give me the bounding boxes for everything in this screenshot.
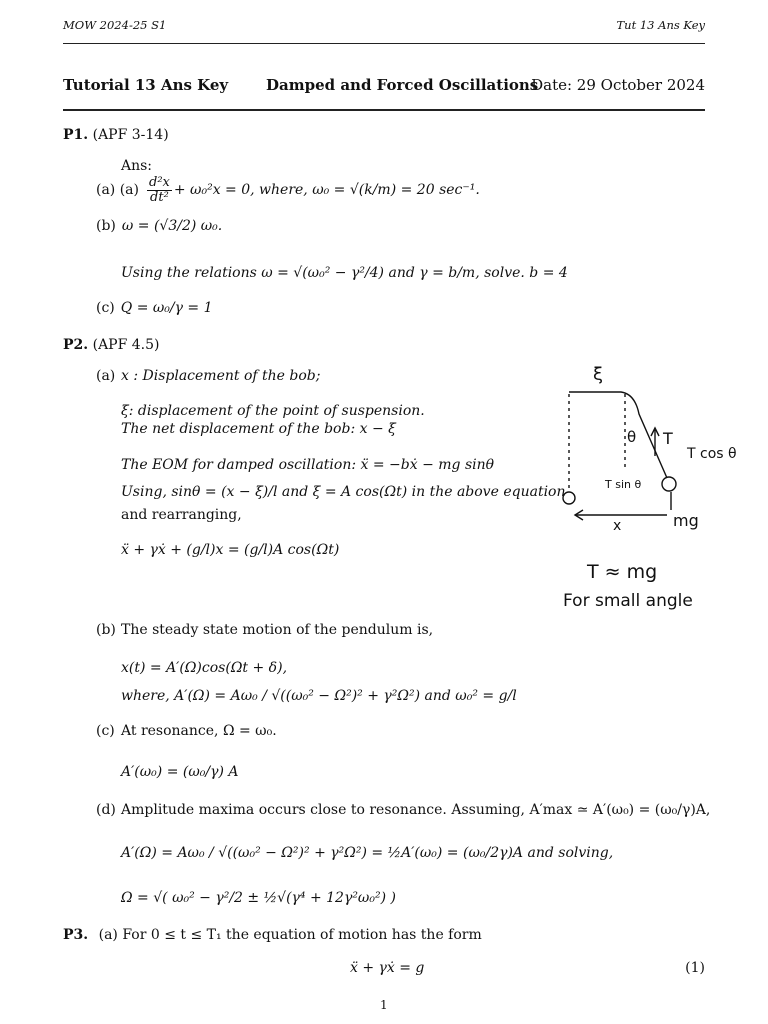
running-header-right: Tut 13 Ans Key — [616, 18, 705, 32]
p3-label: P3. — [63, 927, 89, 943]
p1-a-label: (a) (a) — [96, 182, 139, 199]
p2-a-line5: Using, sinθ = (x − ξ)/l and ξ = A cos(Ωt) in the above equation — [121, 484, 566, 500]
p3-a-line1: For 0 ≤ t ≤ T₁ the equation of motion has the form — [122, 927, 482, 943]
p1-c-text: Q = ω₀/γ = 1 — [120, 300, 213, 316]
p1-b-label: (b) — [96, 218, 116, 234]
p2-c-line1: At resonance, Ω = ω₀. — [121, 723, 277, 739]
sketch-tcos: T cos θ — [687, 446, 737, 462]
p2-label: P2. — [63, 337, 89, 353]
header-rule — [63, 43, 705, 44]
p1-label: P1. — [63, 127, 89, 143]
pendulum-string — [569, 392, 667, 478]
p1-b — [96, 218, 222, 234]
rest-bob — [563, 492, 575, 504]
p2-b-line1: The steady state motion of the pendulum is, — [121, 622, 434, 638]
p1-b-text: ω = (√3/2) ω₀. — [121, 218, 223, 234]
title-rule — [63, 109, 705, 111]
p2-d-line3: Ω = √( ω₀² − γ²/2 ± ½√(γ⁴ + 12γ²ω₀²) ) — [121, 890, 396, 906]
p2-a-label: (a) — [96, 368, 116, 384]
p2-d-label: (d) — [96, 802, 116, 818]
p2-heading — [63, 337, 160, 353]
p3-equation: ẍ + γẋ = g — [350, 960, 425, 976]
p2-ref: (APF 4.5) — [92, 337, 160, 353]
p2-a-line3: The net displacement of the bob: x − ξ — [121, 421, 396, 437]
sketch-theta: θ — [627, 428, 637, 446]
sketch-mg: mg — [673, 511, 699, 530]
p2-a-line1: x : Displacement of the bob; — [121, 368, 321, 384]
displaced-bob — [662, 477, 676, 491]
p3-heading — [63, 927, 482, 943]
p1-ref: (APF 3-14) — [92, 127, 169, 143]
p1-c — [96, 300, 213, 316]
d2x-dt2-fraction: $\frac{\text{d²x}}{\text{dt²}}$ — [149, 175, 170, 205]
title-left: Tutorial 13 Ans Key — [63, 76, 229, 94]
pendulum-sketch — [555, 360, 765, 620]
p2-b-line3: where, A′(Ω) = Aω₀ / √((ω₀² − Ω²)² + γ²Ω²) and ω₀² = g/l — [121, 688, 517, 704]
p2-c-label: (c) — [96, 723, 115, 739]
p1-b-relation: Using the relations ω = √(ω₀² − γ²/4) and γ = b/m, solve. b = 4 — [121, 265, 568, 281]
sketch-note-tension: T ≈ mg — [587, 561, 658, 583]
p2-a-line2: ξ: displacement of the point of suspension. — [121, 403, 425, 419]
p2-a-line7: ẍ + γẋ + (g/l)x = (g/l)A cos(Ωt) — [121, 542, 340, 558]
sketch-T: T — [663, 429, 673, 448]
p2-c-line2: A′(ω₀) = (ω₀/γ) A — [121, 764, 239, 780]
p1-ans: Ans: — [121, 158, 153, 174]
p2-d-line1: Amplitude maxima occurs close to resonance. Assuming, A′max ≃ A′(ω₀) = (ω₀/γ)A, — [121, 802, 711, 818]
p2-d-line2: A′(Ω) = Aω₀ / √((ω₀² − Ω²)² + γ²Ω²) = ½A′(ω₀) = (ω₀/2γ)A and solving, — [121, 845, 614, 861]
p2-a-line4: The EOM for damped oscillation: ẍ = −bẋ − mg sinθ — [121, 457, 495, 473]
sketch-tsin: T sin θ — [605, 478, 642, 491]
p2-b-line2: x(t) = A′(Ω)cos(Ωt + δ), — [121, 660, 288, 676]
p2-a-line6: and rearranging, — [121, 507, 242, 523]
sketch-xi: ξ — [593, 364, 604, 385]
title-center: Damped and Forced Oscillations — [266, 76, 539, 94]
page-number: 1 — [380, 998, 388, 1012]
p1-a — [96, 176, 480, 204]
sketch-note-small-angle: For small angle — [563, 591, 693, 611]
title-date: Date: 29 October 2024 — [531, 76, 705, 94]
p1-c-label: (c) — [96, 300, 115, 316]
p2-b-label: (b) — [96, 622, 116, 638]
p1-a-text: + ω₀²x = 0, where, ω₀ = √(k/m) = 20 sec⁻¹. — [173, 182, 480, 199]
p3-a-label: (a) — [98, 927, 118, 943]
sketch-x: x — [613, 518, 622, 534]
running-header-left: MOW 2024-25 S1 — [63, 18, 167, 32]
p3-equation-number: (1) — [685, 960, 705, 976]
p1-heading — [63, 127, 169, 143]
